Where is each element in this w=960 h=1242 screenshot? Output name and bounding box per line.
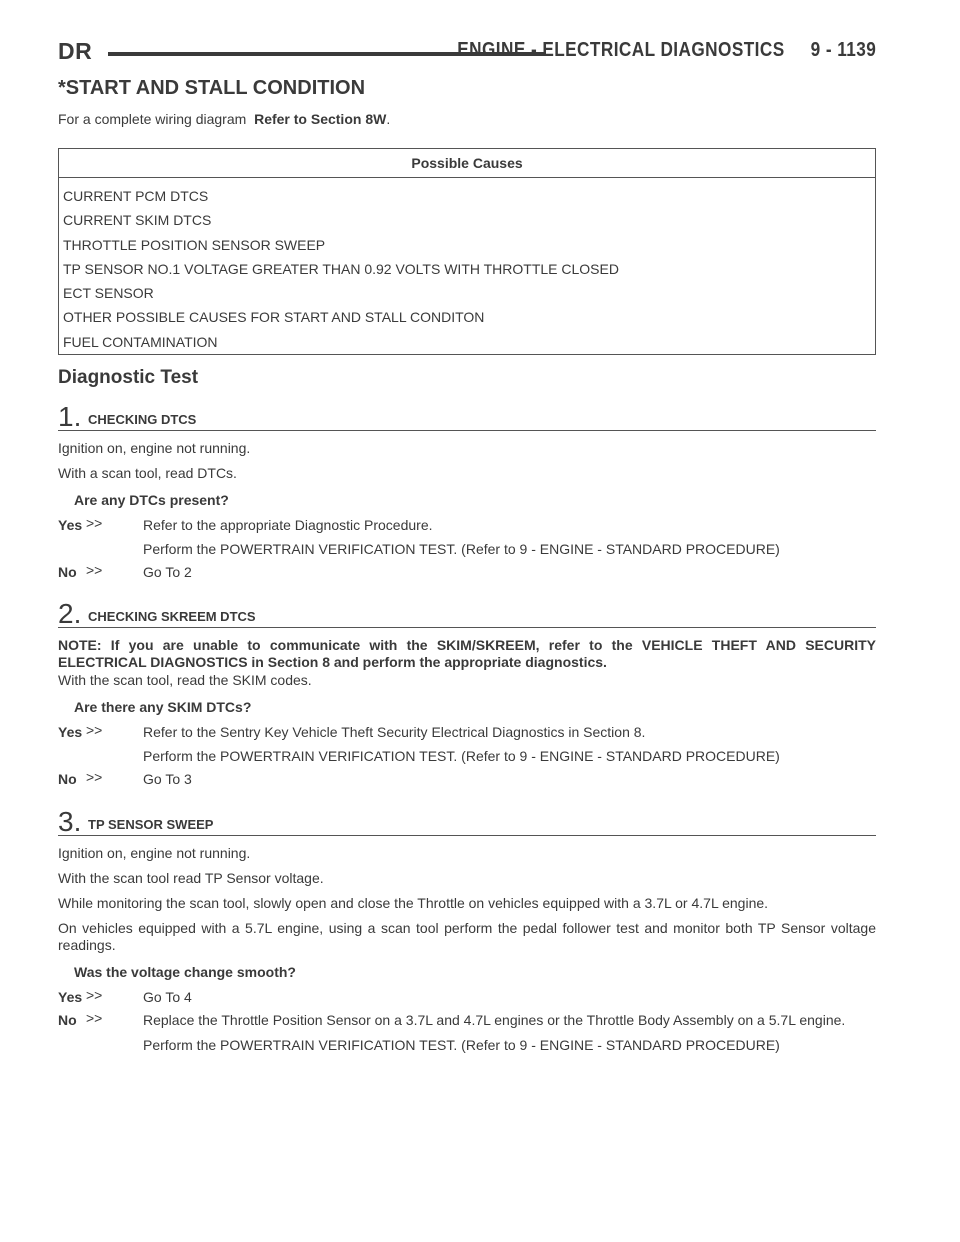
possible-causes-heading: Possible Causes — [59, 149, 875, 178]
step-text: On vehicles equipped with a 5.7L engine, using a scan tool perform the pedal follower test and monitor both TP Sensor voltage readings. — [58, 920, 876, 953]
answer-text: Go To 3 — [143, 771, 192, 787]
intro-line — [58, 111, 390, 127]
step-2-header — [58, 597, 876, 628]
intro-reference: Refer to Section 8W — [254, 111, 387, 127]
cause-item: CURRENT SKIM DTCS — [63, 212, 212, 229]
arrow-glyph: >> — [86, 722, 103, 738]
step-question: Are any DTCs present? — [74, 492, 229, 508]
answer-text: Perform the POWERTRAIN VERIFICATION TEST. (Refer to 9 - ENGINE - STANDARD PROCEDURE) — [143, 748, 780, 764]
answer-text: Go To 4 — [143, 989, 192, 1005]
step-note: NOTE: If you are unable to communicate with the SKIM/SKREEM, refer to the VEHICLE THEFT AND SECURITY ELECTRICAL DIAGNOSTICS in Section 8 and perform the appropriate diagnostics. — [58, 637, 876, 670]
possible-causes-table — [58, 148, 876, 355]
step-text: With the scan tool read TP Sensor voltage. — [58, 870, 324, 886]
answer-yes — [58, 517, 876, 557]
arrow-glyph: >> — [86, 769, 103, 785]
cause-item: THROTTLE POSITION SENSOR SWEEP — [63, 236, 326, 253]
step-title: TP SENSOR SWEEP — [88, 817, 214, 832]
header-left: DR — [58, 38, 93, 64]
cause-item: CURRENT PCM DTCS — [63, 188, 209, 204]
cause-item: TP SENSOR NO.1 VOLTAGE GREATER THAN 0.92 VOLTS WITH THROTTLE CLOSED — [63, 260, 619, 277]
running-header — [58, 38, 876, 66]
step-title: CHECKING SKREEM DTCS — [88, 609, 256, 624]
arrow-glyph: >> — [86, 987, 103, 1003]
page-title: *START AND STALL CONDITION — [58, 77, 366, 99]
step-title: CHECKING DTCS — [88, 412, 197, 427]
cause-item: ECT SENSOR — [63, 285, 154, 302]
answer-no — [58, 771, 876, 787]
arrow-glyph: >> — [86, 515, 103, 531]
header-right: ENGINE - ELECTRICAL DIAGNOSTICS 9 - 1139 — [456, 39, 876, 61]
step-text: Ignition on, engine not running. — [58, 440, 251, 456]
answer-yes — [58, 724, 876, 764]
step-text: With the scan tool, read the SKIM codes. — [58, 672, 312, 688]
step-3-header — [58, 805, 876, 836]
cause-item: FUEL CONTAMINATION — [63, 333, 218, 350]
step-text: While monitoring the scan tool, slowly open and close the Throttle on vehicles equipped with a 3.7L or 4.7L engine. — [58, 895, 769, 911]
arrow-glyph: >> — [86, 1010, 103, 1026]
intro-text: For a complete wiring diagram — [58, 111, 247, 127]
step-number: 2. — [58, 598, 82, 629]
answer-text: Perform the POWERTRAIN VERIFICATION TEST. (Refer to 9 - ENGINE - STANDARD PROCEDURE) — [143, 541, 780, 557]
cause-item: OTHER POSSIBLE CAUSES FOR START AND STALL CONDITON — [63, 309, 485, 326]
step-question: Was the voltage change smooth? — [74, 964, 296, 980]
arrow-glyph: >> — [86, 562, 103, 578]
no-label: No — [58, 564, 77, 580]
step-1 — [58, 400, 876, 580]
yes-label: Yes — [58, 517, 83, 533]
answer-yes — [58, 989, 876, 1005]
diagnostic-test-heading: Diagnostic Test — [58, 367, 199, 388]
answer-no — [58, 564, 876, 580]
step-2 — [58, 597, 876, 787]
step-text: Ignition on, engine not running. — [58, 845, 251, 861]
yes-label: Yes — [58, 724, 83, 740]
no-label: No — [58, 771, 77, 787]
answer-no — [58, 1012, 876, 1053]
answer-text: Go To 2 — [143, 564, 192, 580]
answer-text: Refer to the appropriate Diagnostic Procedure. — [143, 517, 433, 533]
step-3 — [58, 805, 876, 1053]
step-number: 3. — [58, 806, 82, 837]
intro-end: . — [386, 111, 391, 127]
yes-label: Yes — [58, 989, 83, 1005]
step-question: Are there any SKIM DTCs? — [74, 699, 252, 715]
step-number: 1. — [58, 401, 82, 432]
step-text: With a scan tool, read DTCs. — [58, 465, 237, 481]
no-label: No — [58, 1012, 77, 1028]
possible-causes-list — [59, 178, 875, 354]
answer-text: Replace the Throttle Position Sensor on a 3.7L and 4.7L engines or the Throttle Body Assembly on a 5.7L engine. — [143, 1012, 846, 1028]
step-1-header — [58, 400, 876, 431]
answer-text: Perform the POWERTRAIN VERIFICATION TEST. (Refer to 9 - ENGINE - STANDARD PROCEDURE) — [143, 1037, 780, 1053]
answer-text: Refer to the Sentry Key Vehicle Theft Security Electrical Diagnostics in Section 8. — [143, 724, 646, 740]
